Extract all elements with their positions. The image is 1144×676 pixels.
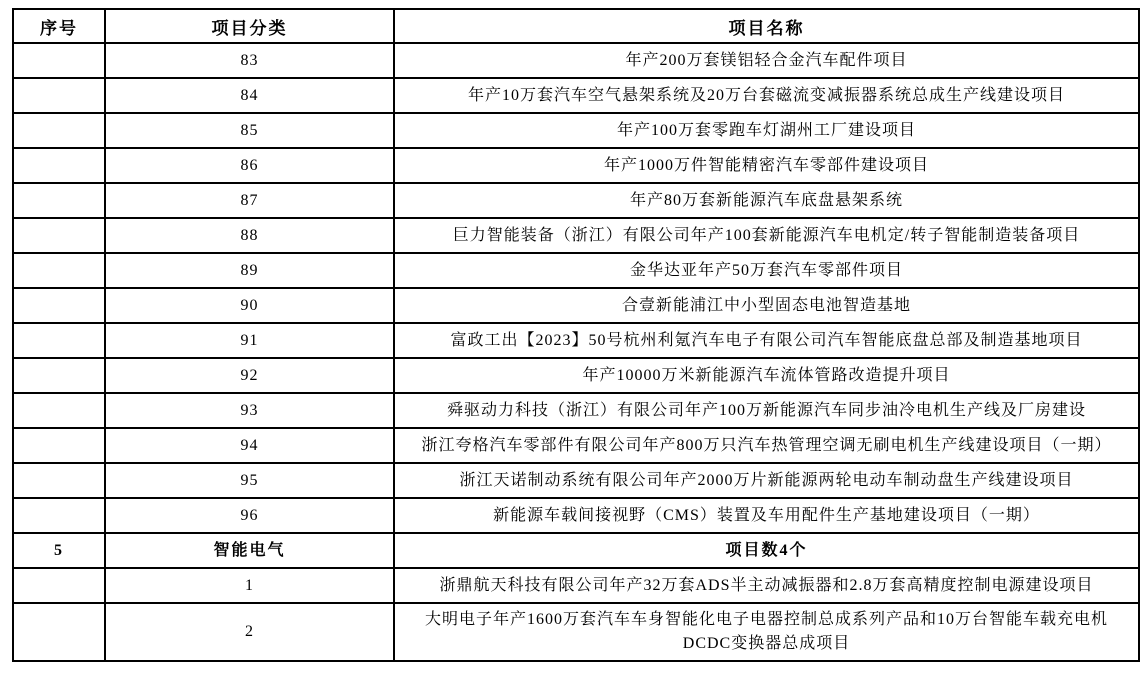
seq-cell bbox=[13, 463, 105, 498]
table-row bbox=[13, 253, 1139, 288]
table-row bbox=[13, 113, 1139, 148]
project-name-cell: 年产100万套零跑车灯湖州工厂建设项目 bbox=[394, 113, 1139, 148]
seq-cell bbox=[13, 253, 105, 288]
project-name-cell: 合壹新能浦江中小型固态电池智造基地 bbox=[394, 288, 1139, 323]
col-header-seq: 序号 bbox=[13, 9, 105, 43]
seq-cell bbox=[13, 568, 105, 603]
seq-cell bbox=[13, 358, 105, 393]
table-row bbox=[13, 428, 1139, 463]
category-cell: 84 bbox=[105, 78, 394, 113]
category-cell: 智能电气 bbox=[105, 533, 394, 568]
seq-cell bbox=[13, 148, 105, 183]
table-row bbox=[13, 603, 1139, 661]
category-cell: 91 bbox=[105, 323, 394, 358]
seq-cell bbox=[13, 78, 105, 113]
table-row bbox=[13, 393, 1139, 428]
document-page bbox=[12, 8, 1140, 662]
table-row bbox=[13, 498, 1139, 533]
seq-cell bbox=[13, 43, 105, 78]
category-cell: 89 bbox=[105, 253, 394, 288]
section-row-smart-electric bbox=[13, 533, 1139, 568]
table-row bbox=[13, 358, 1139, 393]
project-name-cell: 舜驱动力科技（浙江）有限公司年产100万新能源汽车同步油冷电机生产线及厂房建设 bbox=[394, 393, 1139, 428]
project-name-cell: 巨力智能装备（浙江）有限公司年产100套新能源汽车电机定/转子智能制造装备项目 bbox=[394, 218, 1139, 253]
seq-cell bbox=[13, 113, 105, 148]
category-cell: 90 bbox=[105, 288, 394, 323]
project-name-cell: 浙鼎航天科技有限公司年产32万套ADS半主动减振器和2.8万套高精度控制电源建设项目 bbox=[394, 568, 1139, 603]
category-cell: 83 bbox=[105, 43, 394, 78]
category-cell: 87 bbox=[105, 183, 394, 218]
seq-cell bbox=[13, 393, 105, 428]
table-row bbox=[13, 218, 1139, 253]
project-name-cell: 浙江天诺制动系统有限公司年产2000万片新能源两轮电动车制动盘生产线建设项目 bbox=[394, 463, 1139, 498]
project-name-cell: 浙江夸格汽车零部件有限公司年产800万只汽车热管理空调无刷电机生产线建设项目（一期） bbox=[394, 428, 1139, 463]
category-cell: 96 bbox=[105, 498, 394, 533]
category-cell: 93 bbox=[105, 393, 394, 428]
seq-cell bbox=[13, 323, 105, 358]
project-name-cell: 年产10000万米新能源汽车流体管路改造提升项目 bbox=[394, 358, 1139, 393]
project-name-cell: 金华达亚年产50万套汽车零部件项目 bbox=[394, 253, 1139, 288]
table-row bbox=[13, 568, 1139, 603]
project-name-cell: 富政工出【2023】50号杭州利氪汽车电子有限公司汽车智能底盘总部及制造基地项目 bbox=[394, 323, 1139, 358]
header-row bbox=[13, 9, 1139, 43]
seq-cell bbox=[13, 428, 105, 463]
table-row bbox=[13, 183, 1139, 218]
project-name-cell: 年产200万套镁铝轻合金汽车配件项目 bbox=[394, 43, 1139, 78]
category-cell: 88 bbox=[105, 218, 394, 253]
category-cell: 85 bbox=[105, 113, 394, 148]
table-row bbox=[13, 43, 1139, 78]
project-name-cell: 大明电子年产1600万套汽车车身智能化电子电器控制总成系列产品和10万台智能车载充电机DCDC变换器总成项目 bbox=[394, 603, 1139, 661]
project-count-cell: 项目数4个 bbox=[394, 533, 1139, 568]
project-name-cell: 新能源车载间接视野（CMS）装置及车用配件生产基地建设项目（一期） bbox=[394, 498, 1139, 533]
table-row bbox=[13, 463, 1139, 498]
table-row bbox=[13, 148, 1139, 183]
category-cell: 92 bbox=[105, 358, 394, 393]
table-row bbox=[13, 288, 1139, 323]
category-cell: 95 bbox=[105, 463, 394, 498]
col-header-name: 项目名称 bbox=[394, 9, 1139, 43]
category-cell: 86 bbox=[105, 148, 394, 183]
category-cell: 2 bbox=[105, 603, 394, 661]
table-row bbox=[13, 323, 1139, 358]
seq-cell bbox=[13, 183, 105, 218]
seq-cell: 5 bbox=[13, 533, 105, 568]
col-header-category: 项目分类 bbox=[105, 9, 394, 43]
project-name-cell: 年产10万套汽车空气悬架系统及20万台套磁流变减振器系统总成生产线建设项目 bbox=[394, 78, 1139, 113]
seq-cell bbox=[13, 288, 105, 323]
seq-cell bbox=[13, 218, 105, 253]
seq-cell bbox=[13, 498, 105, 533]
projects-table bbox=[12, 8, 1140, 662]
project-name-cell: 年产1000万件智能精密汽车零部件建设项目 bbox=[394, 148, 1139, 183]
category-cell: 1 bbox=[105, 568, 394, 603]
table-row bbox=[13, 78, 1139, 113]
project-name-cell: 年产80万套新能源汽车底盘悬架系统 bbox=[394, 183, 1139, 218]
seq-cell bbox=[13, 603, 105, 661]
category-cell: 94 bbox=[105, 428, 394, 463]
